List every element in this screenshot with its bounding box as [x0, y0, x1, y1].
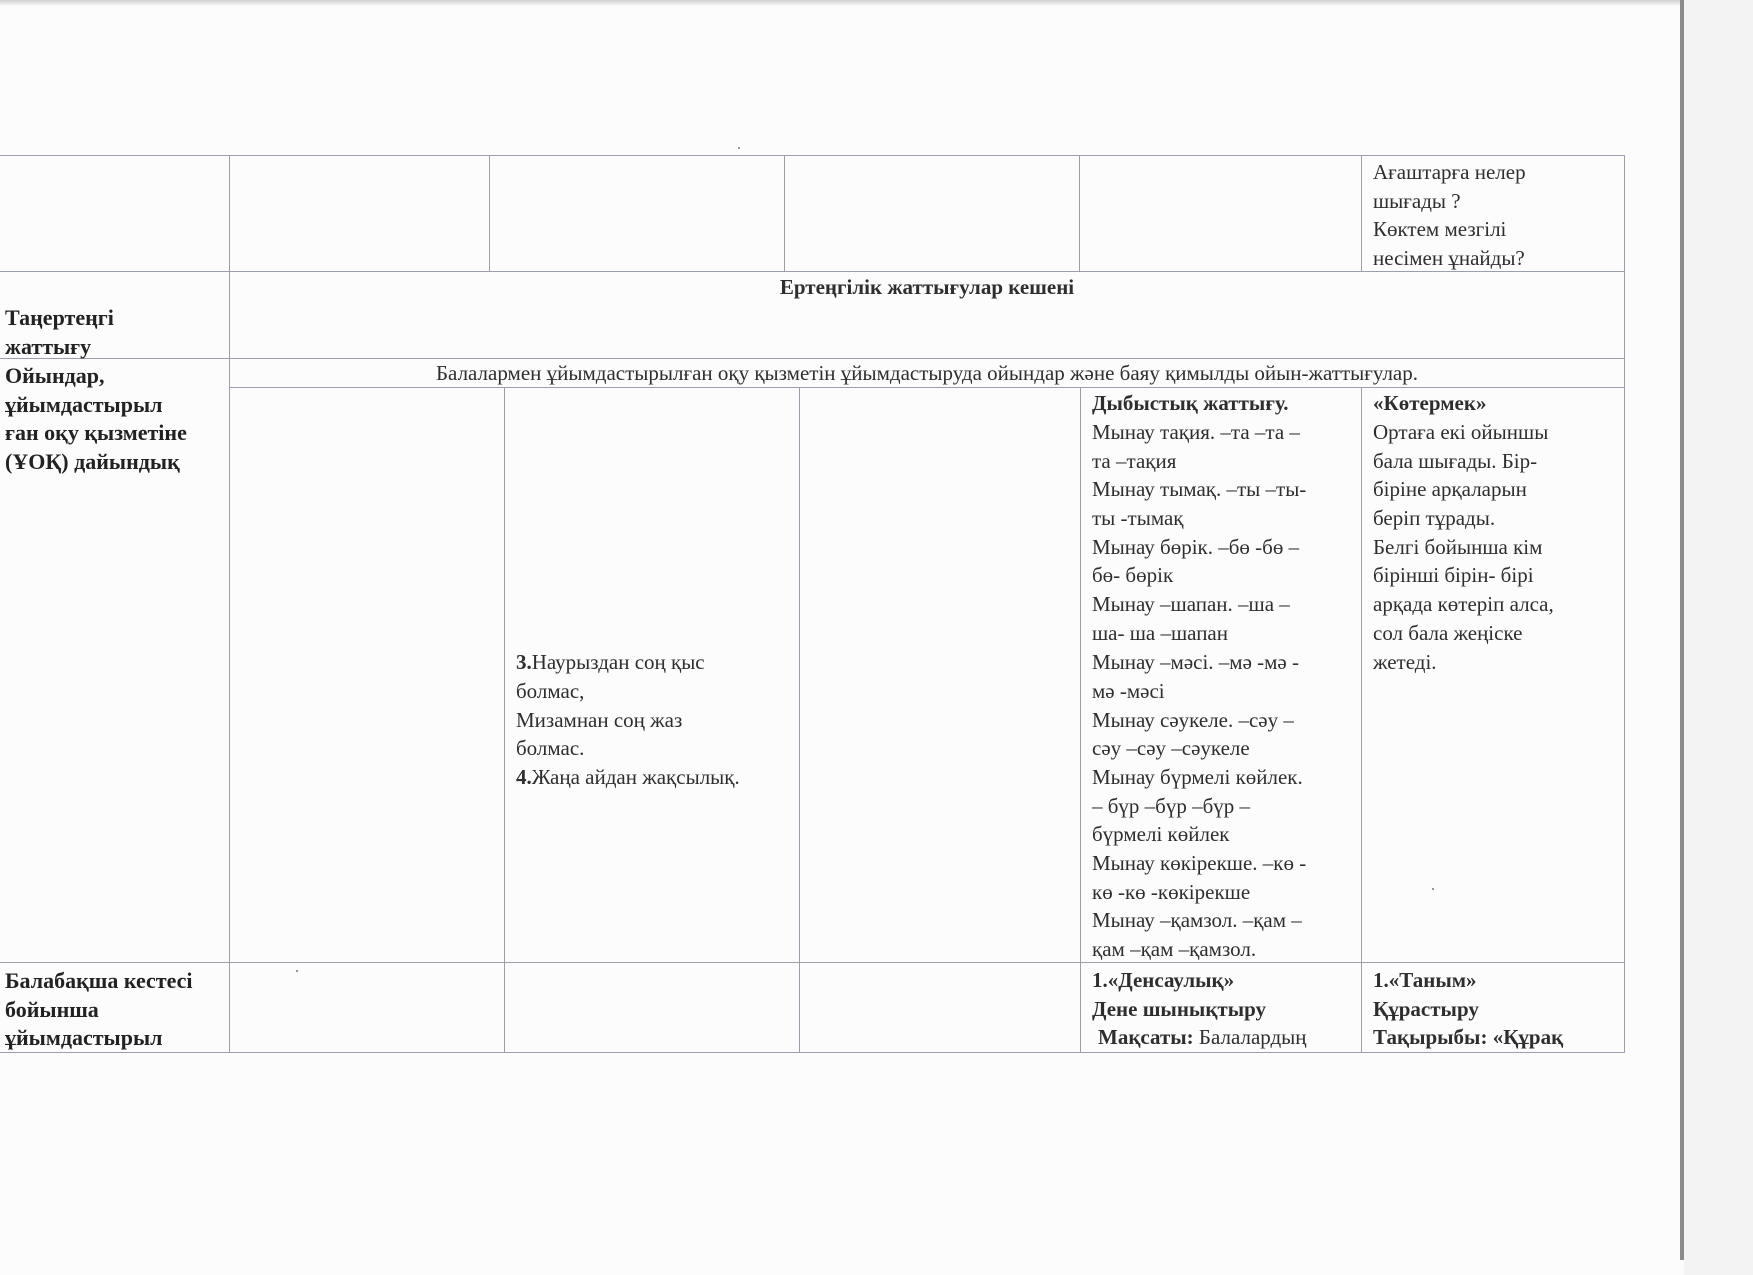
proverb-text: Жаңа айдан жақсылық.	[531, 765, 740, 789]
page-right-edge	[1680, 0, 1684, 1260]
column-divider	[1361, 387, 1362, 1052]
proverb-line: Мизамнан соң жаз	[516, 708, 683, 732]
sound-line: Мынау –мәсі. –мә -мә -	[1092, 650, 1299, 674]
sound-line: бүрмелі көйлек	[1092, 822, 1230, 846]
table-border-top	[0, 155, 1625, 156]
proverb-item-3	[516, 648, 705, 677]
sound-line: Мынау тымақ. –ты –ты-	[1092, 477, 1307, 501]
column-divider	[1079, 155, 1080, 271]
proverb-text: Наурыздан соң қыс	[531, 650, 705, 674]
game-line: сол бала жеңіске	[1373, 621, 1523, 645]
health-activity-goal	[1098, 1023, 1307, 1052]
section-title: Ертеңгілік жаттығулар кешені	[779, 275, 1075, 299]
activity-banner: Балалармен ұйымдастырылған оқу қызметін ұйымдастыруда ойындар және баяу қимылды ойын-жаттығулар.	[436, 361, 1418, 385]
row-label-morning-exercise: Таңертеңгі	[5, 305, 114, 330]
row-label-schedule: ұйымдастырыл	[5, 1025, 163, 1050]
question-line: шығады ?	[1373, 189, 1461, 213]
sound-line: – бүр –бүр –бүр –	[1092, 794, 1251, 818]
game-line: бала шығады. Бір-	[1373, 449, 1538, 473]
cognition-activity-topic: Тақырыбы: «Құрақ	[1373, 1025, 1564, 1049]
proverb-line: болмас.	[516, 736, 585, 760]
column-divider	[799, 387, 800, 1052]
sound-line: бө- бөрік	[1092, 563, 1174, 587]
item-number: 3.	[516, 650, 532, 674]
sound-line: Мынау тақия. –та –та –	[1092, 420, 1300, 444]
row-label-games: ұйымдастырыл	[5, 392, 163, 417]
game-line: беріп тұрады.	[1373, 506, 1496, 530]
game-line: Белгі бойынша кім	[1373, 535, 1543, 559]
row-label-schedule: бойынша	[5, 997, 99, 1022]
sound-line: қам –қам –қамзол.	[1092, 937, 1257, 961]
sound-line: Мынау көкірекше. –кө -	[1092, 851, 1307, 875]
sound-line: Мынау –шапан. –ша –	[1092, 592, 1290, 616]
row-label-games: ған оқу қызметіне	[5, 420, 187, 445]
proverb-line: болмас,	[516, 679, 585, 703]
question-line: Көктем мезгілі	[1373, 217, 1507, 241]
proverb-item-4	[516, 763, 740, 792]
sound-line: Мынау бөрік. –бө -бө –	[1092, 535, 1300, 559]
column-divider	[504, 387, 505, 1052]
column-divider	[1361, 155, 1362, 271]
game-line: бірінші бірін- бірі	[1373, 563, 1534, 587]
column-divider	[784, 155, 785, 271]
game-line: Ортаға екі ойыншы	[1373, 420, 1549, 444]
question-line: несімен ұнайды?	[1373, 246, 1525, 270]
cognition-activity-subject: Құрастыру	[1373, 997, 1479, 1021]
game-title: «Көтермек»	[1373, 391, 1487, 415]
sound-line: Мынау –қамзол. –қам –	[1092, 908, 1302, 932]
health-activity-subject: Дене шынықтыру	[1092, 997, 1267, 1021]
sound-line: кө -кө -көкірекше	[1092, 880, 1251, 904]
goal-text: Балалардың	[1193, 1025, 1307, 1049]
column-divider	[489, 155, 490, 271]
row-label-games: Ойындар,	[5, 363, 105, 388]
game-line: арқада көтеріп алса,	[1373, 592, 1554, 616]
sound-line: ты -тымақ	[1092, 506, 1184, 530]
sound-line: Мынау бүрмелі көйлек.	[1092, 765, 1303, 789]
column-divider	[1080, 387, 1081, 1052]
game-line: жетеді.	[1373, 650, 1437, 674]
sound-line: та –тақия	[1092, 449, 1177, 473]
scan-margin-shade	[1684, 0, 1753, 1275]
health-activity-title: 1.«Денсаулық»	[1092, 968, 1235, 992]
cognition-activity-title: 1.«Таным»	[1373, 968, 1477, 992]
sound-exercise-title: Дыбыстық жаттығу.	[1092, 391, 1289, 415]
sound-line: мә -мәсі	[1092, 679, 1165, 703]
sound-line: ша- ша –шапан	[1092, 621, 1228, 645]
row-label-games: (ҰОҚ) дайындық	[5, 449, 180, 474]
goal-label: Мақсаты:	[1098, 1025, 1194, 1049]
game-line: біріне арқаларын	[1373, 477, 1527, 501]
sound-line: сәу –сәу –сәукеле	[1092, 736, 1250, 760]
question-line: Ағаштарға нелер	[1373, 160, 1526, 184]
row-label-schedule: Балабақша кестесі	[5, 968, 193, 993]
sound-line: Мынау сәукеле. –сәу –	[1092, 708, 1294, 732]
row-divider	[0, 962, 1625, 963]
item-number: 4.	[516, 765, 532, 789]
row-label-morning-exercise: жаттығу	[5, 334, 92, 359]
table-border-bottom	[0, 1052, 1625, 1053]
